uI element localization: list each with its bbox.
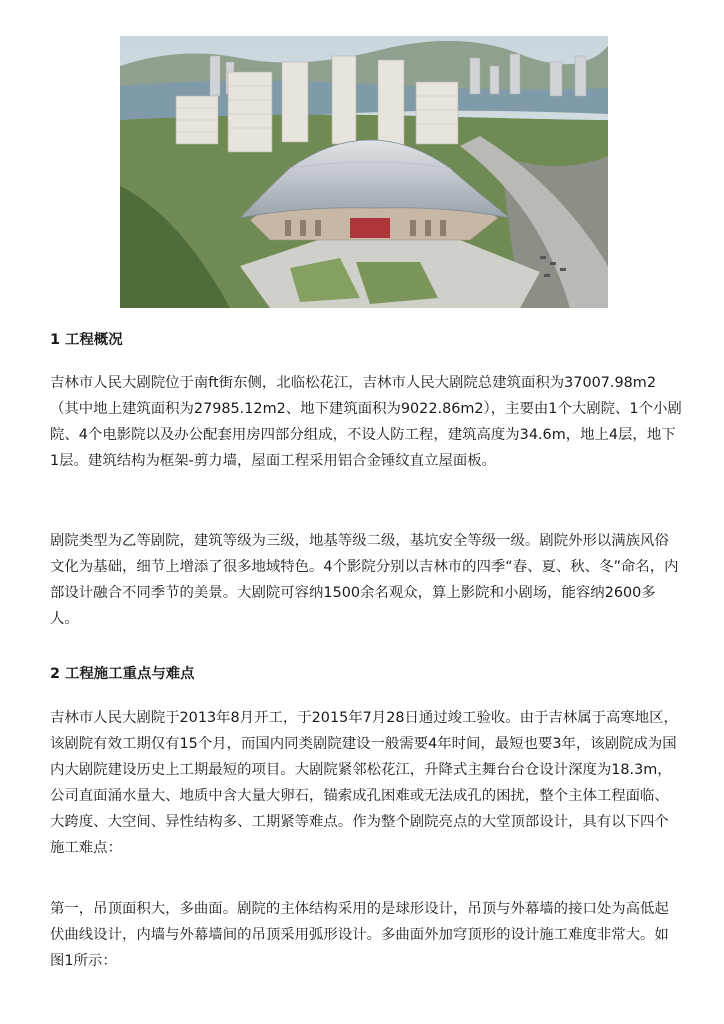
paragraph-text: 剧院类型为乙等剧院，建筑等级为三级，地基等级二级，基坑安全等级一级。剧院外形以满族风俗文化为基础，细节上增添了很多地域特色。4个影院分别以吉林市的四季“春、夏、秋、冬”命名，内部设计融合不同季节的美景。大剧院可容纳1500余名观众，算上影院和小剧场，能容纳2600多人。 <box>50 533 679 627</box>
section-1-paragraph-2 <box>50 528 682 632</box>
section-1-paragraph-1 <box>50 370 682 474</box>
paragraph-text: 吉林市人民大剧院于2013年8月开工，于2015年7月28日通过竣工验收。由于吉林属于高寒地区，该剧院有效工期仅有15个月，而国内同类剧院建设一般需要4年时间，最短也要3年，该剧院成为国内大剧院建设历史上工期最短的项目。大剧院紧邻松花江，升降式主舞台台仓设计深度为18.3m，公司直面涌水量大、地质中含大量大卵石，锚索成孔困难或无法成孔的困扰，整个主体工程面临、大跨度、大空间、异性结构多、工期紧等难点。作为整个剧院亮点的大堂顶部设计，具有以下四个施工难点： <box>50 710 678 856</box>
paragraph-text: 第一，吊顶面积大，多曲面。剧院的主体结构采用的是球形设计，吊顶与外幕墙的接口处为高低起伏曲线设计，内墙与外幕墙间的吊顶采用弧形设计。多曲面外加穹顶形的设计施工难度非常大。如图1所示： <box>50 901 669 969</box>
section-1-heading: 1 工程概况 <box>50 332 123 348</box>
section-2-paragraph-1 <box>50 705 682 861</box>
paragraph-text: 吉林市人民大剧院位于南ft街东侧，北临松花江，吉林市人民大剧院总建筑面积为37007.98m2（其中地上建筑面积为27985.12m2、地下建筑面积为9022.86m2），主要由1个大剧院、1个小剧院、4个电影院以及办公配套用房四部分组成，不设人防工程，建筑高度为34.6m，地上4层，地下1层。建筑结构为框架-剪力墙，屋面工程采用铝合金锤纹直立屋面板。 <box>50 375 682 469</box>
section-2-paragraph-2 <box>50 896 682 974</box>
theater-aerial-photo <box>120 36 608 308</box>
theater-building-aerial-photo-icon <box>120 36 608 308</box>
section-2-heading: 2 工程施工重点与难点 <box>50 666 195 682</box>
